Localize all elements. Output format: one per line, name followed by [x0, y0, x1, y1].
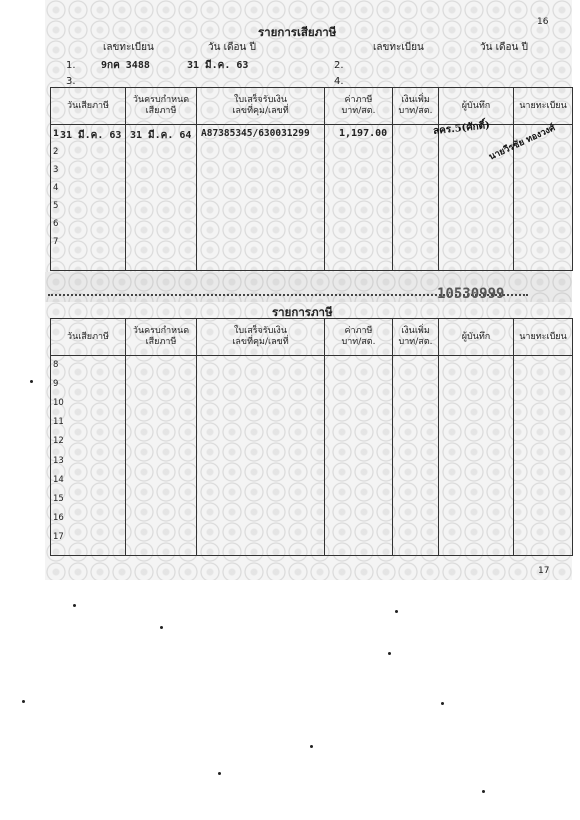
- col-extra-bottom: [393, 356, 439, 556]
- col-header-due-date-text: วันครบกำหนด เสียภาษี: [132, 95, 190, 116]
- scan-speck: [218, 772, 221, 775]
- col-tax: [325, 125, 393, 271]
- col-tax-bottom: [325, 356, 393, 556]
- page-number-bottom: 17: [538, 566, 550, 576]
- col-header-due-date-bottom-text: วันครบกำหนด เสียภาษี: [132, 326, 190, 347]
- col-header-tax: [325, 88, 393, 125]
- reg-label-right: เลขทะเบียน: [373, 42, 424, 53]
- col-extra: [393, 125, 439, 271]
- row-number-8: 8: [53, 360, 59, 370]
- col-header-registrar: นายทะเบียน: [514, 88, 573, 125]
- row1-tax-date: 31 มี.ค. 63: [60, 130, 122, 141]
- col-header-recorder-bottom: ผู้บันทึก: [439, 319, 514, 356]
- scan-speck: [441, 702, 444, 705]
- col-header-extra: [393, 88, 439, 125]
- col-registrar-bottom: [514, 356, 573, 556]
- scan-speck: [30, 380, 33, 383]
- recorder-stamp: ลคร.5(ศักดิ์): [432, 120, 491, 137]
- table-body-bottom: [51, 356, 573, 556]
- serial-number: 10530999: [437, 286, 505, 302]
- bottom-section-title: รายการภาษี: [272, 305, 333, 319]
- row1-due-date: 31 มี.ค. 64: [130, 130, 192, 141]
- col-due-date: [126, 125, 197, 271]
- scan-speck: [160, 626, 163, 629]
- scan-speck: [482, 790, 485, 793]
- col-header-receipt: [197, 88, 325, 125]
- col-header-tax-text: ค่าภาษี บาท/สต.: [341, 95, 376, 116]
- row-number-1: 1: [53, 129, 59, 139]
- tax-table-top: [50, 87, 573, 271]
- col-header-tax-date: วันเสียภาษี: [51, 88, 126, 125]
- reg-label-left: เลขทะเบียน: [103, 42, 154, 53]
- row-number-14: 14: [53, 475, 64, 485]
- col-registrar: [487, 123, 573, 271]
- row-number-2: 2: [53, 147, 59, 157]
- col-receipt: [197, 125, 325, 271]
- entry-number-1: 1.: [66, 60, 76, 71]
- col-due-date-bottom: [126, 356, 197, 556]
- page-number-top: 16: [537, 17, 549, 27]
- scan-speck: [73, 604, 76, 607]
- row1-tax: 1,197.00: [339, 128, 388, 139]
- row-number-15: 15: [53, 494, 64, 504]
- row-number-16: 16: [53, 513, 64, 523]
- entry-number-3: 3.: [66, 76, 76, 87]
- col-header-tax-bottom-text: ค่าภาษี บาท/สต.: [341, 326, 376, 347]
- col-header-registrar-bottom: นายทะเบียน: [514, 319, 573, 356]
- row-number-11: 11: [53, 417, 64, 427]
- scan-speck: [395, 610, 398, 613]
- row1-receipt: A87385345/630031299: [201, 128, 310, 139]
- row-number-9: 9: [53, 379, 59, 389]
- registrar-signature: นายวีรชัย ทองวงศ์: [487, 123, 557, 163]
- col-recorder-bottom: [439, 356, 514, 556]
- row-number-5: 5: [53, 201, 59, 211]
- entry-number-2: 2.: [334, 60, 344, 71]
- table-body-top: [51, 125, 573, 271]
- col-header-extra-text: เงินเพิ่ม บาท/สต.: [398, 95, 433, 116]
- row-number-7: 7: [53, 237, 59, 247]
- col-header-tax-bottom: [325, 319, 393, 356]
- col-header-extra-bottom: [393, 319, 439, 356]
- entry-number-4: 4.: [334, 76, 344, 87]
- col-header-receipt-text: ใบเสร็จรับเงิน เลขที่คุม/เลขที่: [232, 95, 289, 116]
- scan-speck: [388, 652, 391, 655]
- entry-reg-1: 9กค 3488: [101, 60, 150, 71]
- row-number-13: 13: [53, 456, 64, 466]
- col-header-extra-bottom-text: เงินเพิ่ม บาท/สต.: [398, 326, 433, 347]
- col-header-receipt-bottom-text: ใบเสร็จรับเงิน เลขที่คุม/เลขที่: [232, 326, 289, 347]
- top-section-title: รายการเสียภาษี: [258, 25, 337, 39]
- row-number-6: 6: [53, 219, 59, 229]
- col-header-receipt-bottom: [197, 319, 325, 356]
- date-label-left: วัน เดือน ปี: [208, 42, 256, 53]
- row-number-12: 12: [53, 436, 64, 446]
- col-header-due-date-bottom: [126, 319, 197, 356]
- col-receipt-bottom: [197, 356, 325, 556]
- col-header-due-date: [126, 88, 197, 125]
- row-number-17: 17: [53, 532, 64, 542]
- row-number-3: 3: [53, 165, 59, 175]
- scan-speck: [22, 700, 25, 703]
- row-number-4: 4: [53, 183, 59, 193]
- tax-table-bottom: [50, 318, 573, 556]
- row-number-10: 10: [53, 398, 64, 408]
- date-label-right: วัน เดือน ปี: [480, 42, 528, 53]
- col-tax-date: [51, 125, 126, 271]
- col-tax-date-bottom: [51, 356, 126, 556]
- scan-speck: [310, 745, 313, 748]
- col-header-tax-date-bottom: วันเสียภาษี: [51, 319, 126, 356]
- entry-date-1: 31 มี.ค. 63: [187, 60, 249, 71]
- col-header-recorder: ผู้บันทึก: [439, 88, 514, 125]
